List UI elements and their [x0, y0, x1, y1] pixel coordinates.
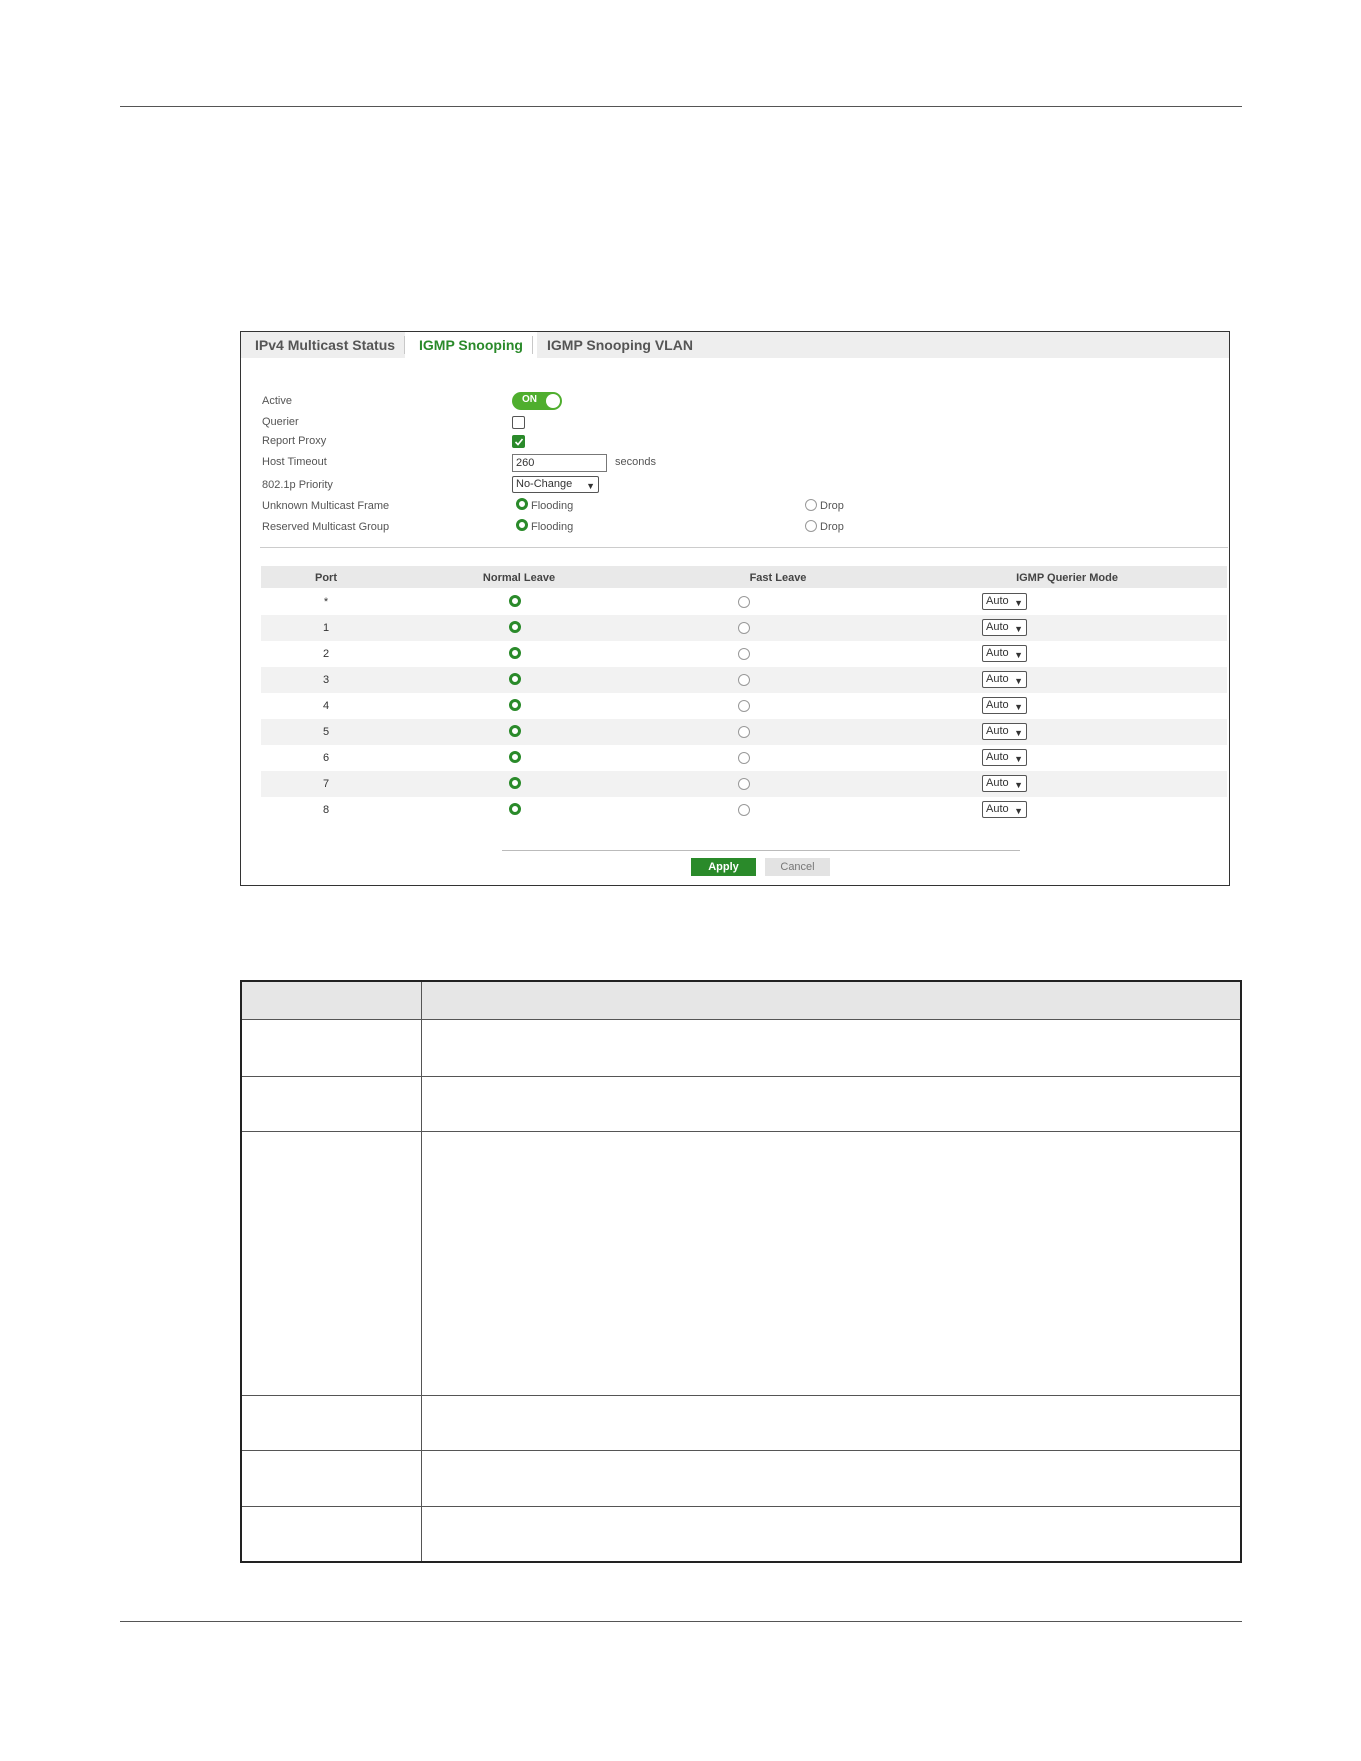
- row-divider: [242, 1131, 1240, 1132]
- fast-leave-radio[interactable]: [738, 804, 750, 816]
- table-row: [261, 745, 1227, 771]
- querier-mode-value: Auto: [986, 673, 1009, 685]
- chevron-down-icon: ▼: [586, 481, 595, 491]
- tab-igmp-snooping-vlan[interactable]: IGMP Snooping VLAN: [547, 337, 693, 353]
- col-fast-leave: Fast Leave: [749, 572, 807, 584]
- toggle-knob: [546, 394, 560, 408]
- settings-divider: [260, 547, 1228, 548]
- querier-mode-value: Auto: [986, 725, 1009, 737]
- normal-leave-radio[interactable]: [509, 777, 521, 789]
- normal-leave-radio[interactable]: [509, 803, 521, 815]
- tab-igmp-snooping[interactable]: IGMP Snooping: [405, 332, 537, 358]
- chevron-down-icon: ▼: [1014, 754, 1023, 764]
- querier-mode-value: Auto: [986, 647, 1009, 659]
- host-timeout-input[interactable]: [512, 454, 607, 472]
- table-row: [261, 667, 1227, 693]
- active-toggle-text: ON: [522, 394, 537, 405]
- fast-leave-radio[interactable]: [738, 622, 750, 634]
- normal-leave-radio[interactable]: [509, 621, 521, 633]
- field-description-table: [240, 980, 1242, 1563]
- port-cell: 4: [322, 700, 330, 712]
- checkmark-icon: [514, 437, 524, 447]
- port-cell: 3: [322, 674, 330, 686]
- priority-select[interactable]: [512, 476, 599, 493]
- chevron-down-icon: ▼: [1014, 624, 1023, 634]
- normal-leave-radio[interactable]: [509, 751, 521, 763]
- port-table-header: [261, 566, 1227, 588]
- unknown-drop-label: Drop: [820, 500, 844, 512]
- igmp-snooping-screen: [240, 331, 1230, 886]
- querier-mode-select[interactable]: [982, 697, 1027, 714]
- querier-mode-select[interactable]: [982, 593, 1027, 610]
- row-divider: [242, 1506, 1240, 1507]
- col-normal-leave: Normal Leave: [482, 572, 556, 584]
- chevron-down-icon: ▼: [1014, 728, 1023, 738]
- querier-mode-value: Auto: [986, 751, 1009, 763]
- priority-select-value: No-Change: [516, 478, 573, 490]
- active-label: Active: [262, 395, 292, 407]
- unknown-multicast-frame-label: Unknown Multicast Frame: [262, 500, 390, 512]
- querier-mode-value: Auto: [986, 699, 1009, 711]
- querier-mode-value: Auto: [986, 803, 1009, 815]
- fast-leave-radio[interactable]: [738, 596, 750, 608]
- fast-leave-radio[interactable]: [738, 700, 750, 712]
- normal-leave-radio[interactable]: [509, 699, 521, 711]
- fast-leave-radio[interactable]: [738, 752, 750, 764]
- querier-mode-select[interactable]: [982, 749, 1027, 766]
- tab-ipv4-multicast-status[interactable]: IPv4 Multicast Status: [255, 337, 396, 353]
- chevron-down-icon: ▼: [1014, 702, 1023, 712]
- querier-mode-select[interactable]: [982, 775, 1027, 792]
- cancel-button[interactable]: Cancel: [765, 858, 830, 876]
- chevron-down-icon: ▼: [1014, 780, 1023, 790]
- querier-checkbox[interactable]: [512, 416, 525, 429]
- normal-leave-radio[interactable]: [509, 595, 521, 607]
- port-cell: *: [323, 596, 329, 608]
- querier-mode-select[interactable]: [982, 801, 1027, 818]
- button-divider: [502, 850, 1020, 851]
- querier-mode-select[interactable]: [982, 645, 1027, 662]
- description-table-header: [242, 982, 1240, 1020]
- apply-button[interactable]: Apply: [691, 858, 756, 876]
- table-row: [261, 615, 1227, 641]
- chevron-down-icon: ▼: [1014, 806, 1023, 816]
- header-rule: [120, 106, 1242, 107]
- reserved-drop-radio[interactable]: [805, 520, 817, 532]
- normal-leave-radio[interactable]: [509, 647, 521, 659]
- report-proxy-label: Report Proxy: [262, 435, 327, 447]
- unknown-flooding-label: Flooding: [531, 500, 574, 512]
- col-port: Port: [315, 572, 337, 584]
- footer-rule: [120, 1621, 1242, 1622]
- normal-leave-radio[interactable]: [509, 673, 521, 685]
- host-timeout-label: Host Timeout: [262, 456, 327, 468]
- fast-leave-radio[interactable]: [738, 648, 750, 660]
- table-row: [261, 589, 1227, 615]
- table-row: [261, 797, 1227, 823]
- column-divider: [421, 982, 422, 1561]
- chevron-down-icon: ▼: [1014, 650, 1023, 660]
- querier-mode-value: Auto: [986, 621, 1009, 633]
- table-row: [261, 771, 1227, 797]
- host-timeout-unit: seconds: [615, 456, 656, 468]
- unknown-drop-radio[interactable]: [805, 499, 817, 511]
- port-cell: 5: [322, 726, 330, 738]
- querier-mode-select[interactable]: [982, 723, 1027, 740]
- unknown-flooding-radio[interactable]: [516, 498, 528, 510]
- querier-mode-value: Auto: [986, 595, 1009, 607]
- normal-leave-radio[interactable]: [509, 725, 521, 737]
- fast-leave-radio[interactable]: [738, 778, 750, 790]
- fast-leave-radio[interactable]: [738, 726, 750, 738]
- chevron-down-icon: ▼: [1014, 676, 1023, 686]
- row-divider: [242, 1395, 1240, 1396]
- port-cell: 7: [322, 778, 330, 790]
- priority-label: 802.1p Priority: [262, 479, 333, 491]
- fast-leave-radio[interactable]: [738, 674, 750, 686]
- row-divider: [242, 1076, 1240, 1077]
- report-proxy-checkbox[interactable]: [512, 435, 525, 448]
- chevron-down-icon: ▼: [1014, 598, 1023, 608]
- reserved-multicast-group-label: Reserved Multicast Group: [262, 521, 390, 533]
- port-cell: 8: [322, 804, 330, 816]
- table-row: [261, 693, 1227, 719]
- querier-mode-value: Auto: [986, 777, 1009, 789]
- col-igmp-querier-mode: IGMP Querier Mode: [1016, 572, 1118, 584]
- port-cell: 2: [322, 648, 330, 660]
- querier-label: Querier: [262, 416, 299, 428]
- port-cell: 1: [322, 622, 330, 634]
- table-row: [261, 719, 1227, 745]
- querier-mode-select[interactable]: [982, 671, 1027, 688]
- querier-mode-select[interactable]: [982, 619, 1027, 636]
- table-row: [261, 641, 1227, 667]
- row-divider: [242, 1450, 1240, 1451]
- reserved-drop-label: Drop: [820, 521, 844, 533]
- reserved-flooding-label: Flooding: [531, 521, 574, 533]
- active-toggle[interactable]: [512, 392, 562, 410]
- port-cell: 6: [322, 752, 330, 764]
- reserved-flooding-radio[interactable]: [516, 519, 528, 531]
- tab-bar: [241, 332, 1229, 358]
